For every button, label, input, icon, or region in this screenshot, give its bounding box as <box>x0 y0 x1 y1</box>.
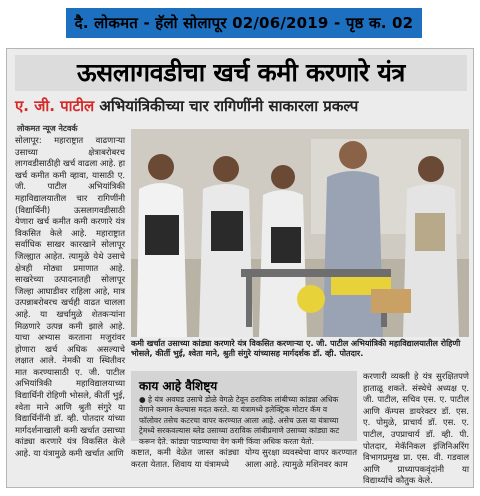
article-photo <box>131 129 469 337</box>
photo-caption: कमी खर्चात उसाच्या कांड्या करणारे यंत्र विकसित करणाऱ्या ए. जी. पाटील अभियांत्रिकी महाविद्यालयातील रोहिणी भोसले, कीर्ती भुई, श्वेता माने, श्रुती संगुरे यांच्यासह मार्गदर्शक डॉ. व्ही. पोतदार. <box>131 339 461 358</box>
article-column-right: करणारी व्यक्ती हे यंत्र सुरक्षितपणे हाताळू शकते. संस्थेचे अध्यक्ष ए. जी. पाटील, सचिव एस. ए. पाटील आणि कॅम्पस डायरेक्टर डॉ. एस. ए. पोमुळे, प्राचार्य डॉ. एस. ए. पाटील, उपप्राचार्य डॉ. व्ही. पी. पोतदार, मेकॅनिकल इंजिनिअरिंग विभागप्रमुख प्रा. एस. वी. गडवाल आणि प्राध्यापकवृंदांनी या विद्यार्थ्यांचे कौतुक केले. <box>363 371 469 486</box>
features-box-text: ● हे यंत्र अवघड उसाचे डोळे वेगळे टेवून ठराविक लांबीच्या कांड्या अधिक वेगाने कमान केल्यास मदत करते. या यंत्रामध्ये इलेक्ट्रिक मोटार कॅम व फॉलोवर तसेच कटरचा वापर करण्यात आला आहे. असेच ऊस या यंत्राच्या ट्रेमध्ये सरकवल्यास ब्लेड उसाच्या ठराविक लांबीप्रमाणे उसाच्या कांड्या कट करून देते. कांड्या पाडण्याचा वेग कमी किंवा अधिक करता येतो. <box>139 395 340 446</box>
subhead-college-name: ए. जी. पाटील <box>15 97 95 115</box>
article-column-bottom-1: कष्टात, कमी वेळेत जास्त कांड्या करता येतात. शिवाय या यंत्रामध्ये <box>131 447 239 469</box>
features-box <box>131 371 357 446</box>
features-box-title: काय आहे वैशिष्ट्य <box>139 379 218 393</box>
article-subhead <box>15 95 467 117</box>
article-column-bottom-2: योग्य सुरक्षा व्यवस्थेचा वापर करण्यात आला आहे. त्यामुळे मशिनवर काम <box>245 447 357 469</box>
newspaper-clipping <box>6 48 474 488</box>
article-headline: ऊसलागवडीचा खर्च कमी करणारे यंत्र <box>15 55 467 91</box>
newspaper-source-banner <box>66 8 422 38</box>
photo-illustration <box>131 129 469 337</box>
subhead-text: अभियांत्रिकीच्या चार रागिणींनी साकारला प्रकल्प <box>94 97 359 115</box>
article-byline: लोकमत न्यूज नेटवर्क <box>17 124 78 133</box>
article-column-1: सोलापूर: महाराष्ट्रात वाढणाऱ्या उसाच्या क्षेत्राबरोबरच लागवडीसाठीही खर्च वाढला आहे. हा खर्च कमीत कमी व्हावा, यासाठी ए. जी. पाटील अभियांत्रिकी महाविद्यालयातील चार रागिणींनी (विद्यार्थिनी) ऊसलागवडीसाठी येणारा खर्च कमीत कमी करणारे यंत्र विकसित केले आहे. महाराष्ट्रात सर्वाधिक साखर कारखाने सोलापूर जिल्ह्यात आहेत. त्यामुळे येथे उसाचे क्षेत्रही मोठ्या प्रमाणात आहे. साखरेच्या उत्पादनातही सोलापूर जिल्हा आघाडीवर राहिला आहे, मात्र उत्पन्नाबरोबरच खर्चही वाढत चालला आहे. या खर्चामुळे शेतकऱ्यांना मिळणारे उत्पन्न कमी झाले आहे. याचा अभ्यास करताना मजुरांवर होणारा खर्च अधिक असल्याचे लक्षात आले. नेमकी या स्थितीवर मात करण्यासाठी ए. जी. पाटील अभियांत्रिकी महाविद्यालयाच्या विद्यार्थिनी रोहिणी भोसले, कीर्ती भुई, श्वेता माने आणि श्रुती संगुरे या विद्यार्थिनींनी डॉ. व्ही. पोतदार यांच्या मार्गदर्शनाखाली कमी खर्चात उसाच्या कांड्या करणारे यंत्र विकसित केले आहे. या यंत्रामुळे कमी खर्चात आणि <box>15 135 125 459</box>
source-banner-text: दै. लोकमत - हॅलो सोलापूर 02/06/2019 - पृष्ठ क. 02 <box>74 14 414 32</box>
